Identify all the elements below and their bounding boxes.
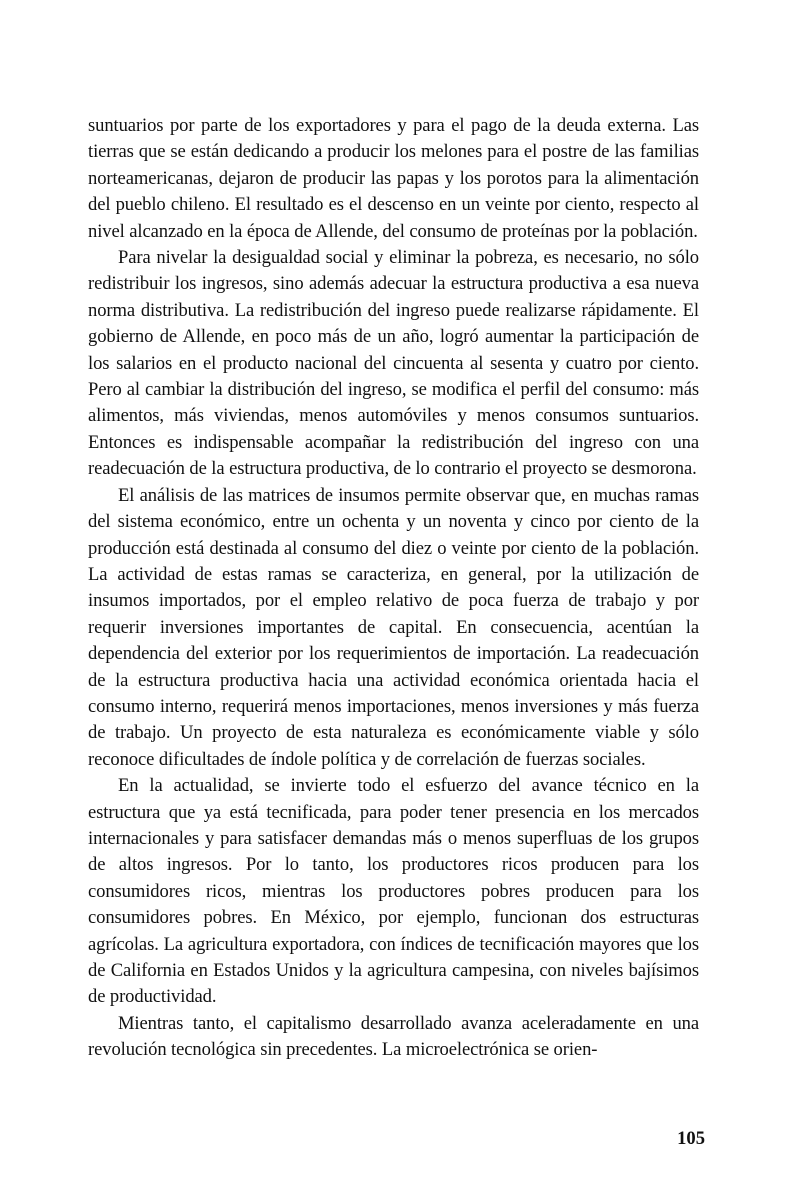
paragraph-5: Mientras tanto, el capitalismo desarrollado avanza aceleradamente en una revolución tecnológica sin precedentes. La microelectrónica se orien- (88, 1012, 699, 1061)
paragraph-1: suntuarios por parte de los exportadores y para el pago de la deuda externa. Las tierras que se están dedicando a producir los melones para el postre de las familias norteamericanas, dejaron de producir las papas y los porotos para la alimentación del pueblo chileno. El resultado es el descenso en un veinte por ciento, respecto al nivel alcanzado en la época de Allende, del consumo de proteínas por la población. (88, 115, 699, 242)
body-text (88, 113, 699, 1064)
paragraph-4: En la actualidad, se invierte todo el esfuerzo del avance técnico en la estructura que ya está tecnificada, para poder tener presencia en los mercados internacionales y para satisfacer demandas más o menos superfluas de los grupos de altos ingresos. Por lo tanto, los productores ricos producen para los consumidores ricos, mientras los productores pobres producen para los consumidores pobres. En México, por ejemplo, funcionan dos estructuras agrícolas. La agricultura exportadora, con índices de tecnificación mayores que los de California en Estados Unidos y la agricultura campesina, con niveles bajísimos de productividad. (88, 775, 699, 1008)
paragraph-3: El análisis de las matrices de insumos permite observar que, en muchas ramas del sistema económico, entre un ochenta y un noventa y cinco por ciento de la producción está destinada al consumo del diez o veinte por ciento de la población. La actividad de estas ramas se caracteriza, en general, por la utilización de insumos importados, por el empleo relativo de poca fuerza de trabajo y por requerir inversiones importantes de capital. En consecuencia, acentúan la dependencia del exterior por los requerimientos de importación. La readecuación de la estructura productiva hacia una actividad económica orientada hacia el consumo interno, requerirá menos importaciones, menos inversiones y más fuerza de trabajo. Un proyecto de esta naturaleza es económicamente viable y sólo reconoce dificultades de índole política y de correlación de fuerzas sociales. (88, 484, 699, 770)
page-number: 105 (677, 1128, 705, 1149)
paragraph-2: Para nivelar la desigualdad social y eliminar la pobreza, es necesario, no sólo redistribuir los ingresos, sino además adecuar la estructura productiva a esa nueva norma distributiva. La redistribución del ingreso puede realizarse rápidamente. El gobierno de Allende, en poco más de un año, logró aumentar la participación de los salarios en el producto nacional del cincuenta al sesenta y cuatro por ciento. Pero al cambiar la distribución del ingreso, se modifica el perfil del consumo: más alimentos, más viviendas, menos automóviles y menos consumos suntuarios. Entonces es indispensable acompañar la redistribución del ingreso con una readecuación de la estructura productiva, de lo contrario el proyecto se desmorona. (88, 247, 699, 480)
